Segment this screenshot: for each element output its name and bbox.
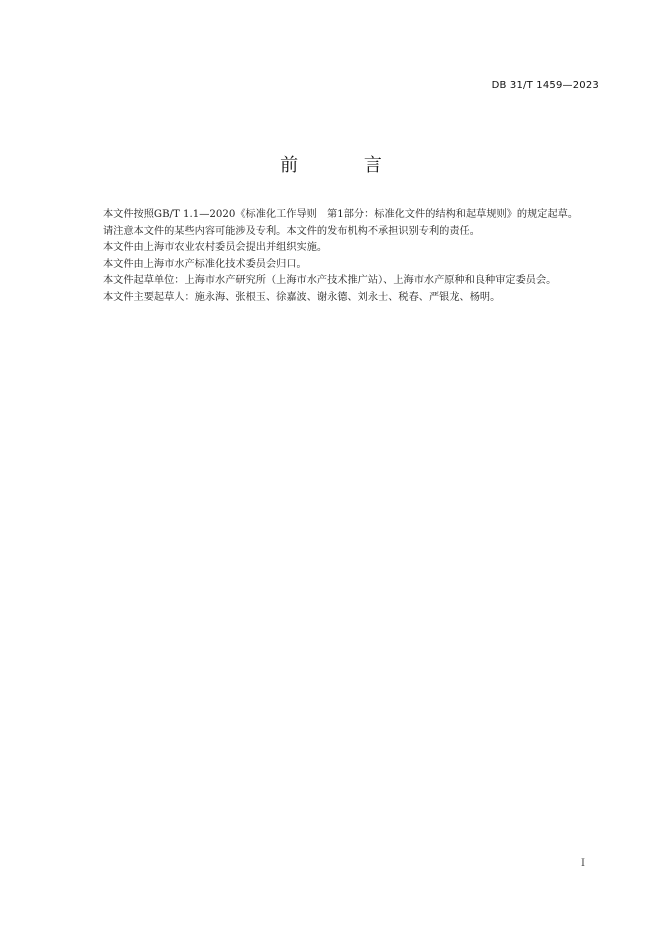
foreword-body [82,207,600,306]
page-title: 前 言 [280,155,412,176]
paragraph-proposer: 本文件由上海市农业农村委员会提出并组织实施。 [103,242,328,253]
document-code: DB 31/T 1459—2023 [491,80,599,91]
paragraph-main-drafters: 本文件主要起草人：施永海、张根玉、徐嘉波、谢永德、刘永士、税春、严银龙、杨明。 [103,291,501,303]
paragraph-technical-committee: 本文件由上海市水产标准化技术委员会归口。 [103,258,307,270]
paragraph-drafting-basis: 本文件按照GB/T 1.1—2020《标准化工作导则 第1部分：标准化文件的结构和起草规则》的规定起草。 [103,209,579,220]
paragraph-patent-notice: 请注意本文件的某些内容可能涉及专利。本文件的发布机构不承担识别专利的责任。 [103,225,480,237]
page-number: I [581,858,585,869]
paragraph-drafting-units: 本文件起草单位：上海市水产研究所（上海市水产技术推广站）、上海市水产原种和良种审定委员会。 [103,275,557,286]
